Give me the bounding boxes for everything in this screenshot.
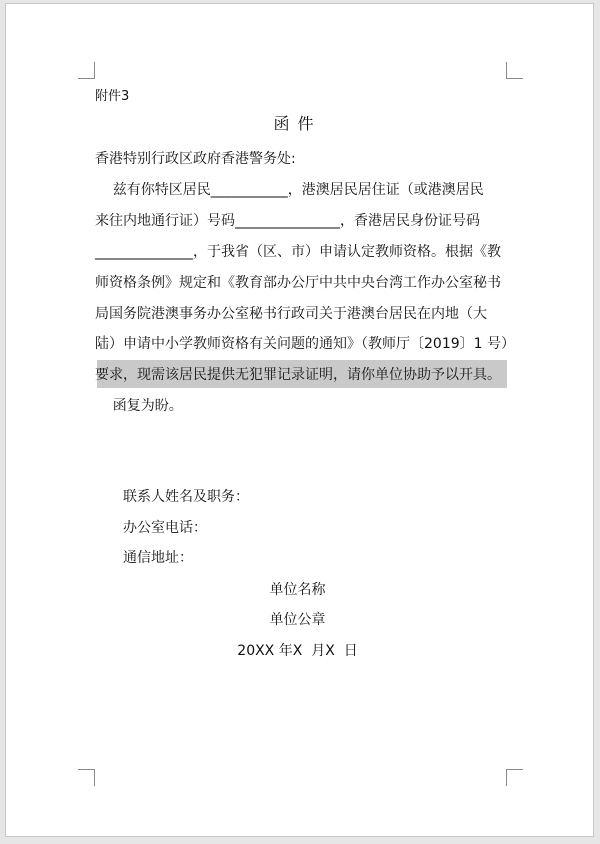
unit-seal: 单位公章 (269, 612, 326, 628)
document-page (5, 3, 594, 837)
letter-title: 函件 (273, 114, 322, 133)
body-line: 函复为盼。 (95, 398, 183, 414)
unit-name: 单位名称 (269, 582, 326, 598)
letter-date: 20XX 年X 月X 日 (237, 643, 358, 659)
addressee: 香港特别行政区政府香港警务处: (95, 151, 296, 167)
attachment-label: 附件3 (95, 89, 130, 104)
body-line: 兹有你特区居民___________，港澳居民居住证（或港澳居民 (95, 182, 484, 198)
crop-mark-top-right (506, 62, 523, 79)
body-line-highlighted: 要求，现需该居民提供无犯罪记录证明，请你单位协助予以开具。 (95, 367, 501, 383)
contact-address-label: 通信地址： (123, 550, 193, 566)
contact-phone-label: 办公室电话： (123, 520, 207, 536)
body-line: ______________，于我省（区、市）申请认定教师资格。根据《教 (95, 244, 501, 260)
crop-mark-bottom-right (506, 769, 523, 786)
contact-name-position-label: 联系人姓名及职务： (123, 489, 249, 505)
body-line: 局国务院港澳事务办公室秘书行政司关于港澳台居民在内地（大 (95, 306, 487, 322)
crop-mark-bottom-left (78, 769, 95, 786)
body-line: 来往内地通行证）号码_______________，香港居民身份证号码 (95, 213, 480, 229)
body-line: 陆）申请中小学教师资格有关问题的通知》（教师厅〔2019〕1 号） (95, 336, 515, 352)
crop-mark-top-left (78, 62, 95, 79)
body-line: 师资格条例》规定和《教育部办公厅中共中央台湾工作办公室秘书 (95, 275, 501, 291)
